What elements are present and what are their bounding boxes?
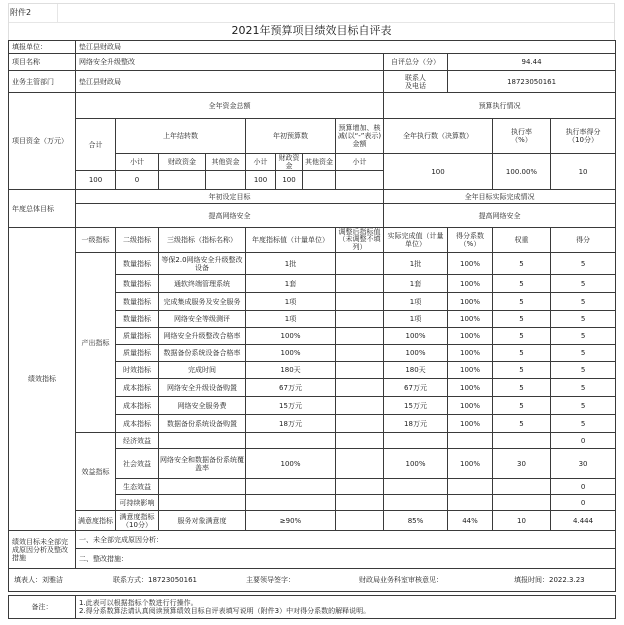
notes-table	[8, 595, 616, 619]
indicator-actual: 1套	[384, 275, 448, 293]
indicator-name	[159, 433, 246, 449]
funds-sub-header: 小计	[336, 154, 384, 171]
indicator-name: 网络安全和数据备份系统覆盖率	[159, 449, 246, 479]
funds-carryover-fiscal	[159, 171, 206, 190]
funds-total-col: 合计	[76, 119, 116, 171]
annual-goal-label: 年度总体目标	[9, 190, 76, 228]
indicator-name: 数据备份系统设备合格率	[159, 345, 246, 362]
indicator-target: 15万元	[246, 397, 336, 415]
header-level1: 一级指标	[76, 228, 116, 253]
indicator-target: 100%	[246, 345, 336, 362]
indicator-coefficient: 100%	[448, 311, 493, 328]
indicator-weight: 5	[493, 275, 551, 293]
indicator-target: 1项	[246, 293, 336, 311]
indicator-level2: 质量指标	[116, 345, 159, 362]
indicator-weight: 5	[493, 362, 551, 379]
indicator-level2: 数量指标	[116, 253, 159, 275]
annual-goal-actual-header: 全年目标实际完成情况	[384, 190, 616, 204]
indicator-target: 1套	[246, 275, 336, 293]
indicator-coefficient: 100%	[448, 275, 493, 293]
indicator-adjusted	[336, 449, 384, 479]
indicator-score: 5	[551, 415, 616, 433]
funds-adjust-header: 预算增加、核减(以“-”表示)金额	[336, 119, 384, 154]
funds-rate-score-header: 执行率得分（10分）	[565, 128, 601, 144]
indicator-adjusted	[336, 345, 384, 362]
indicator-name: 网络安全升级整改合格率	[159, 328, 246, 345]
funds-initial-subtotal: 100	[246, 171, 276, 190]
indicator-adjusted	[336, 328, 384, 345]
funds-sub-header: 财政资金	[276, 154, 303, 171]
indicator-weight: 5	[493, 415, 551, 433]
indicator-actual	[384, 433, 448, 449]
contact-label: 联系人及电话	[405, 73, 426, 90]
unit-value: 垫江县财政局	[76, 41, 616, 54]
benefit-indicator-group: 效益指标	[76, 433, 116, 511]
funds-initial-other	[303, 171, 336, 190]
project-name-value: 网络安全升级整改	[76, 54, 384, 71]
indicator-target: 1批	[246, 253, 336, 275]
review-opinion: 财政局业务科室审核意见：	[359, 576, 443, 584]
funds-carryover-other	[206, 171, 246, 190]
funds-section-label: 项目资金（万元）	[9, 93, 76, 190]
indicator-target: 67万元	[246, 379, 336, 397]
header-coefficient: 得分系数（%）	[456, 232, 484, 248]
indicator-target	[246, 479, 336, 495]
funds-carryover-header: 上年结转数	[116, 119, 246, 154]
indicator-actual: 100%	[384, 345, 448, 362]
indicator-actual: 18万元	[384, 415, 448, 433]
indicator-coefficient: 100%	[448, 379, 493, 397]
sheet-gridline	[57, 4, 58, 22]
satisfaction-indicator-group: 满意度指标	[76, 511, 116, 531]
funds-initial-fiscal: 100	[276, 171, 303, 190]
indicator-name	[159, 479, 246, 495]
indicator-score: 5	[551, 397, 616, 415]
indicator-weight	[493, 433, 551, 449]
filler-contact: 联系方式：18723050161	[113, 576, 197, 584]
funds-sub-header: 财政资金	[159, 154, 206, 171]
funds-sub-header: 其他资金	[303, 154, 336, 171]
indicator-level2: 数量指标	[116, 311, 159, 328]
funds-executed-value: 100	[384, 154, 493, 190]
indicator-score: 30	[551, 449, 616, 479]
funds-rate-score-header-cell	[551, 119, 616, 154]
indicator-adjusted	[336, 397, 384, 415]
indicator-coefficient: 100%	[448, 293, 493, 311]
indicator-actual: 85%	[384, 511, 448, 531]
header-level2: 二级指标	[116, 228, 159, 253]
indicator-coefficient: 100%	[448, 345, 493, 362]
header-score: 得分	[551, 228, 616, 253]
indicator-level2: 生态效益	[116, 479, 159, 495]
indicator-weight: 5	[493, 293, 551, 311]
indicator-adjusted	[336, 275, 384, 293]
indicator-adjusted	[336, 293, 384, 311]
indicator-weight: 5	[493, 311, 551, 328]
indicator-adjusted	[336, 311, 384, 328]
self-score-label: 自评总分（分）	[384, 54, 448, 71]
indicator-actual: 1项	[384, 293, 448, 311]
indicator-name: 网络安全升级设备购置	[159, 379, 246, 397]
indicator-weight: 5	[493, 379, 551, 397]
indicator-actual: 15万元	[384, 397, 448, 415]
indicator-adjusted	[336, 479, 384, 495]
indicator-coefficient: 100%	[448, 415, 493, 433]
header-weight: 权重	[493, 228, 551, 253]
indicator-weight: 10	[493, 511, 551, 531]
analysis-measures: 二、整改措施：	[76, 549, 616, 569]
header-actual: 实际完成值（计量单位）	[384, 228, 448, 253]
indicator-level2: 成本指标	[116, 379, 159, 397]
indicator-name: 完成时间	[159, 362, 246, 379]
indicator-score: 5	[551, 379, 616, 397]
indicator-target	[246, 433, 336, 449]
analysis-reason: 一、未全部完成原因分析：	[76, 531, 616, 549]
indicator-score: 5	[551, 328, 616, 345]
indicator-target	[246, 495, 336, 511]
indicator-name: 完成集成服务及安全服务	[159, 293, 246, 311]
indicator-weight	[493, 495, 551, 511]
header-target: 年度指标值（计量单位）	[246, 228, 336, 253]
indicator-actual: 100%	[384, 328, 448, 345]
notes-label: 备注：	[9, 596, 76, 619]
indicator-score: 5	[551, 362, 616, 379]
indicator-weight: 5	[493, 345, 551, 362]
funds-total-header: 全年资金总额	[76, 93, 384, 119]
indicator-actual: 100%	[384, 449, 448, 479]
department-value: 垫江县财政局	[76, 71, 384, 93]
indicator-score: 4.444	[551, 511, 616, 531]
signature-row-content	[9, 569, 615, 591]
indicator-level2: 数量指标	[116, 275, 159, 293]
funds-execution-header: 预算执行情况	[384, 93, 616, 119]
indicator-name: 通软终端管理系统	[159, 275, 246, 293]
indicator-level2: 成本指标	[116, 397, 159, 415]
indicator-target: 18万元	[246, 415, 336, 433]
project-name-label: 项目名称	[9, 54, 76, 71]
indicator-name: 数据备份系统设备购置	[159, 415, 246, 433]
analysis-label: 绩效目标未全部完成原因分析及整改措施	[9, 531, 76, 569]
indicator-weight: 30	[493, 449, 551, 479]
note-item: 2.得分系数算法请认真阅读预算绩效目标自评表填写说明（附件3）中对得分系数的解释说明。	[79, 607, 371, 615]
self-score-value: 94.44	[448, 54, 616, 71]
funds-sub-header: 其他资金	[206, 154, 246, 171]
indicator-coefficient: 100%	[448, 449, 493, 479]
sheet-gridline	[9, 22, 614, 23]
indicator-actual: 180天	[384, 362, 448, 379]
filler-name: 填表人：刘雅洁	[14, 576, 63, 584]
indicator-target: 100%	[246, 449, 336, 479]
indicator-level2: 可持续影响	[116, 495, 159, 511]
header-adjusted: 调整后指标值（未调整不填列）	[336, 228, 384, 253]
funds-carryover-subtotal: 0	[116, 171, 159, 190]
indicator-actual: 67万元	[384, 379, 448, 397]
indicator-name: 网络安全等级测评	[159, 311, 246, 328]
indicator-coefficient	[448, 495, 493, 511]
notes-content	[76, 596, 616, 619]
contact-label-cell	[384, 71, 448, 93]
indicator-target: ≥90%	[246, 511, 336, 531]
indicator-actual	[384, 479, 448, 495]
indicator-adjusted	[336, 379, 384, 397]
header-coefficient-cell	[448, 228, 493, 253]
indicator-name: 网络安全服务费	[159, 397, 246, 415]
indicator-weight: 5	[493, 328, 551, 345]
indicator-weight: 5	[493, 397, 551, 415]
indicator-adjusted	[336, 362, 384, 379]
indicator-name	[159, 495, 246, 511]
funds-sub-header: 小计	[116, 154, 159, 171]
indicator-score: 5	[551, 275, 616, 293]
annual-goal-actual-value: 提高网络安全	[384, 204, 616, 228]
unit-label: 填报单位：	[9, 41, 76, 54]
indicator-level2: 时效指标	[116, 362, 159, 379]
indicator-score: 5	[551, 253, 616, 275]
indicator-level2: 社会效益	[116, 449, 159, 479]
annual-goal-set-header: 年初设定目标	[76, 190, 384, 204]
indicator-adjusted	[336, 495, 384, 511]
indicator-weight: 5	[493, 253, 551, 275]
funds-rate-header: 执行率（%）	[511, 128, 532, 144]
indicator-score: 0	[551, 479, 616, 495]
funds-initial-header: 年初预算数	[246, 119, 336, 154]
funds-rate-score-value: 10	[551, 154, 616, 190]
funds-adjust-subtotal	[336, 171, 384, 190]
indicator-weight	[493, 479, 551, 495]
indicator-coefficient	[448, 479, 493, 495]
page-title: 2021年预算项目绩效目标自评表	[231, 24, 392, 37]
fill-date: 填报时间：2022.3.23	[514, 576, 585, 584]
indicator-score: 5	[551, 311, 616, 328]
output-indicator-group: 产出指标	[76, 253, 116, 433]
leader-signature: 主要领导签字：	[246, 576, 295, 584]
indicator-adjusted	[336, 253, 384, 275]
indicator-name: 服务对象满意度	[159, 511, 246, 531]
signature-row	[9, 569, 616, 592]
indicator-level2: 满意度指标（10分）	[116, 511, 159, 531]
indicator-target: 100%	[246, 328, 336, 345]
note-item: 1.此表可以根据指标个数进行行操作。	[79, 599, 198, 607]
indicators-section-label: 绩效指标	[9, 228, 76, 531]
funds-rate-value: 100.00%	[493, 154, 551, 190]
indicator-coefficient: 100%	[448, 328, 493, 345]
indicator-name: 等保2.0网络安全升级整改设备	[159, 253, 246, 275]
indicator-actual	[384, 495, 448, 511]
indicator-coefficient	[448, 433, 493, 449]
indicator-coefficient: 100%	[448, 253, 493, 275]
indicator-score: 0	[551, 495, 616, 511]
indicator-coefficient: 100%	[448, 397, 493, 415]
indicator-score: 5	[551, 345, 616, 362]
funds-rate-header-cell	[493, 119, 551, 154]
indicator-actual: 1项	[384, 311, 448, 328]
funds-sub-header: 小计	[246, 154, 276, 171]
attachment-label: 附件2	[10, 8, 32, 17]
header-level3: 三级指标（指标名称）	[159, 228, 246, 253]
indicator-target: 1项	[246, 311, 336, 328]
indicator-level2: 成本指标	[116, 415, 159, 433]
indicator-score: 0	[551, 433, 616, 449]
indicator-level2: 经济效益	[116, 433, 159, 449]
indicator-adjusted	[336, 511, 384, 531]
indicator-score: 5	[551, 293, 616, 311]
annual-goal-set-value: 提高网络安全	[76, 204, 384, 228]
indicator-adjusted	[336, 415, 384, 433]
evaluation-table	[8, 40, 616, 592]
indicator-target: 180天	[246, 362, 336, 379]
contact-value: 18723050161	[448, 71, 616, 93]
indicator-coefficient: 100%	[448, 362, 493, 379]
department-label: 业务主管部门	[9, 71, 76, 93]
indicator-coefficient: 44%	[448, 511, 493, 531]
indicator-adjusted	[336, 433, 384, 449]
indicator-level2: 数量指标	[116, 293, 159, 311]
funds-executed-header: 全年执行数（决算数）	[384, 119, 493, 154]
indicator-actual: 1批	[384, 253, 448, 275]
indicator-level2: 质量指标	[116, 328, 159, 345]
funds-total-value: 100	[76, 171, 116, 190]
